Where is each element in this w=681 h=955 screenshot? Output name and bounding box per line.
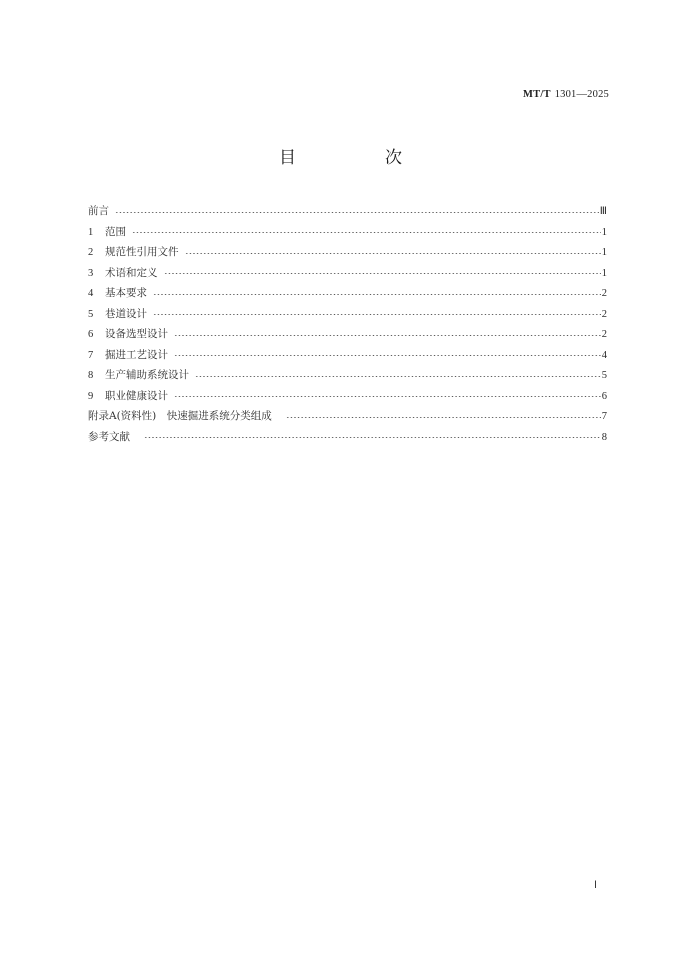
dot-leader	[115, 212, 599, 213]
page-title: 目 次	[279, 148, 438, 168]
toc-entry-9[interactable]	[88, 386, 607, 407]
dot-leader	[153, 314, 601, 315]
dot-leader	[144, 437, 601, 438]
page-number: Ⅰ	[594, 880, 597, 891]
toc-entry-page: 2	[601, 288, 607, 299]
toc-entry-foreword[interactable]	[88, 201, 607, 222]
toc-entry-label: 规范性引用文件	[105, 246, 179, 258]
toc-entry-3[interactable]	[88, 263, 607, 284]
toc-entry-8[interactable]	[88, 365, 607, 386]
standard-prefix: MT/T	[523, 89, 551, 100]
toc-entry-number: 7	[88, 349, 94, 361]
toc-entry-label: 巷道设计	[105, 307, 147, 320]
toc-entry-number: 6	[88, 329, 94, 340]
toc-entry-page: 7	[601, 411, 607, 422]
standard-number: 1301—2025	[554, 89, 609, 100]
dot-leader	[132, 232, 601, 233]
toc-entry-number: 2	[88, 247, 94, 258]
toc-entry-page: 4	[601, 349, 607, 361]
toc-entry-label: 参考文献	[88, 430, 130, 443]
toc-entry-4[interactable]	[88, 283, 607, 304]
toc-entry-number: 9	[88, 390, 94, 402]
table-of-contents	[88, 201, 607, 447]
dot-leader	[153, 294, 601, 295]
toc-entry-page: 6	[601, 390, 607, 402]
toc-entry-label: 设备选型设计	[105, 328, 168, 340]
toc-entry-label: 附录A(资料性) 快速掘进系统分类组成	[88, 410, 272, 422]
toc-entry-label: 范围	[105, 225, 126, 238]
toc-entry-number: 4	[88, 288, 94, 299]
toc-entry-page: 1	[601, 226, 607, 238]
toc-entry-2[interactable]	[88, 242, 607, 263]
toc-entry-label: 职业健康设计	[105, 389, 168, 402]
toc-entry-page: 5	[601, 370, 607, 381]
document-code	[523, 88, 609, 100]
dot-leader	[286, 417, 601, 418]
toc-entry-label: 基本要求	[105, 287, 147, 299]
toc-entry-page: 2	[601, 308, 607, 320]
toc-entry-page: Ⅲ	[599, 206, 607, 217]
dot-leader	[174, 335, 601, 336]
toc-entry-label: 生产辅助系统设计	[105, 369, 189, 381]
toc-entry-number: 8	[88, 370, 94, 381]
toc-entry-page: 8	[601, 431, 607, 443]
toc-entry-6[interactable]	[88, 324, 607, 345]
toc-entry-1[interactable]	[88, 222, 607, 243]
toc-entry-number: 1	[88, 226, 94, 238]
toc-entry-appendix-a[interactable]	[88, 406, 607, 427]
dot-leader	[164, 273, 601, 274]
toc-entry-page: 2	[601, 329, 607, 340]
toc-entry-7[interactable]	[88, 345, 607, 366]
toc-entry-label: 掘进工艺设计	[105, 348, 168, 361]
dot-leader	[195, 376, 601, 377]
toc-entry-page: 1	[601, 267, 607, 279]
toc-entry-number: 5	[88, 308, 94, 320]
dot-leader	[174, 396, 601, 397]
dot-leader	[174, 355, 601, 356]
toc-entry-5[interactable]	[88, 304, 607, 325]
toc-entry-label: 术语和定义	[105, 266, 158, 279]
dot-leader	[185, 253, 601, 254]
toc-entry-page: 1	[601, 247, 607, 258]
toc-entry-number: 3	[88, 267, 94, 279]
toc-entry-label: 前言	[88, 205, 109, 217]
toc-entry-references[interactable]	[88, 427, 607, 448]
